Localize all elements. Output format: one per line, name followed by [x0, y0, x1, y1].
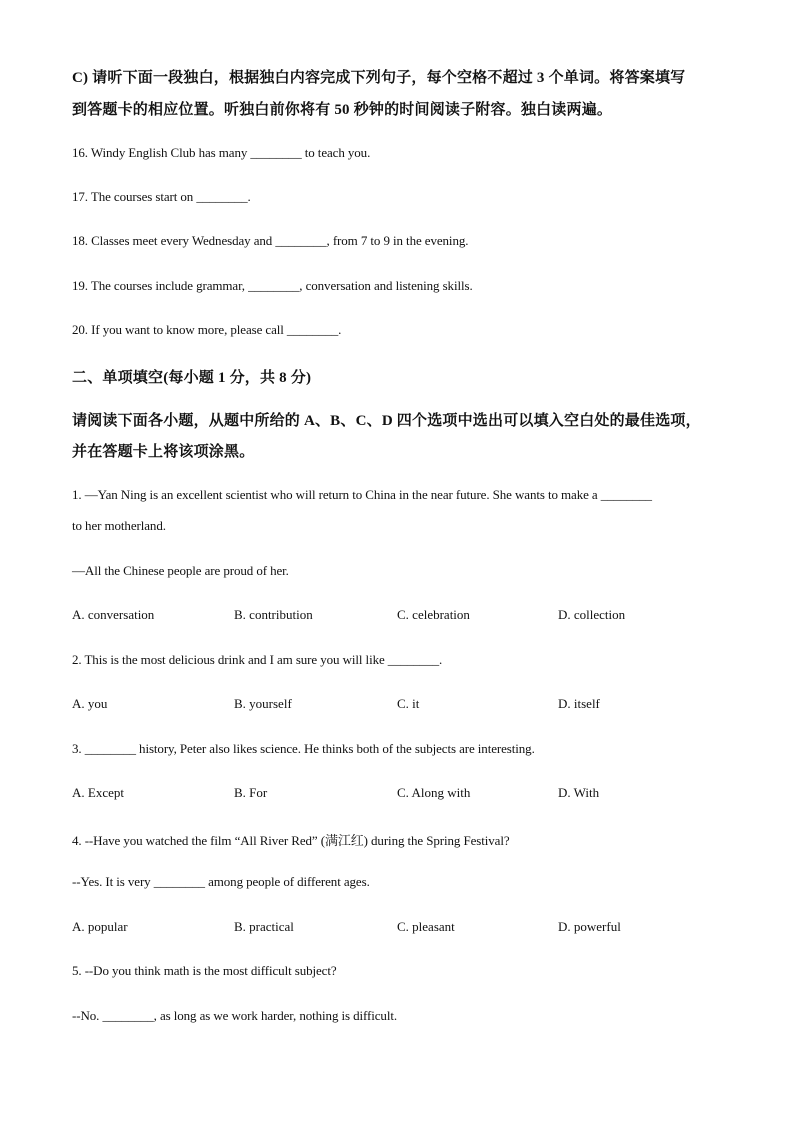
section-2-heading: 二、单项填空(每小题 1 分，共 8 分) — [72, 370, 312, 386]
section-c-instruction-line2: 到答题卡的相应位置。听独白前你将有 50 秒钟的时间阅读子附容。独白读两遍。 — [72, 102, 613, 118]
question-1-stem: 1. —Yan Ning is an excellent scientist who will return to China in the near future. She wants to make a ________ — [72, 487, 652, 502]
question-4-option-d[interactable]: D. powerful — [558, 919, 621, 934]
item-18: 18. Classes meet every Wednesday and ________, from 7 to 9 in the evening. — [72, 233, 469, 248]
question-3-stem: 3. ________ history, Peter also likes science. He thinks both of the subjects are interesting. — [72, 741, 535, 756]
question-1-option-c[interactable]: C. celebration — [397, 607, 470, 622]
question-4-option-a[interactable]: A. popular — [72, 919, 128, 934]
question-2-option-b[interactable]: B. yourself — [234, 696, 292, 711]
question-1-option-b[interactable]: B. contribution — [234, 607, 313, 622]
section-2-instruction-line2: 并在答题卡上将该项涂黑。 — [72, 444, 255, 460]
section-2-instruction-line1: 请阅读下面各小题，从题中所给的 A、B、C、D 四个选项中选出可以填入空白处的最佳选项， — [72, 413, 701, 429]
question-2-option-a[interactable]: A. you — [72, 696, 108, 711]
question-1-stem-cont: to her motherland. — [72, 518, 166, 533]
question-4-option-b[interactable]: B. practical — [234, 919, 294, 934]
question-3-option-a[interactable]: A. Except — [72, 785, 124, 800]
item-17: 17. The courses start on ________. — [72, 189, 251, 204]
question-4-response: --Yes. It is very ________ among people of different ages. — [72, 874, 370, 889]
item-19: 19. The courses include grammar, ________, conversation and listening skills. — [72, 278, 473, 293]
question-3-option-b[interactable]: B. For — [234, 785, 268, 800]
item-16: 16. Windy English Club has many ________ to teach you. — [72, 145, 371, 160]
question-4-option-c[interactable]: C. pleasant — [397, 919, 455, 934]
question-2-option-d[interactable]: D. itself — [558, 696, 600, 711]
question-2-stem: 2. This is the most delicious drink and I am sure you will like ________. — [72, 652, 443, 667]
item-20: 20. If you want to know more, please call ________. — [72, 322, 342, 337]
question-4-stem: 4. --Have you watched the film “All River Red” (满江红) during the Spring Festival? — [72, 833, 510, 848]
question-3-option-d[interactable]: D. With — [558, 785, 600, 800]
section-c-instruction-line1: C) 请听下面一段独白，根据独白内容完成下列句子，每个空格不超过 3 个单词。将答案填写 — [72, 70, 686, 86]
question-1-response: —All the Chinese people are proud of her. — [72, 563, 289, 578]
question-3-option-c[interactable]: C. Along with — [397, 785, 471, 800]
question-1-option-d[interactable]: D. collection — [558, 607, 626, 622]
question-5-response: --No. ________, as long as we work harder, nothing is difficult. — [72, 1008, 398, 1023]
question-2-option-c[interactable]: C. it — [397, 696, 420, 711]
question-1-option-a[interactable]: A. conversation — [72, 607, 155, 622]
question-5-stem: 5. --Do you think math is the most difficult subject? — [72, 963, 337, 978]
